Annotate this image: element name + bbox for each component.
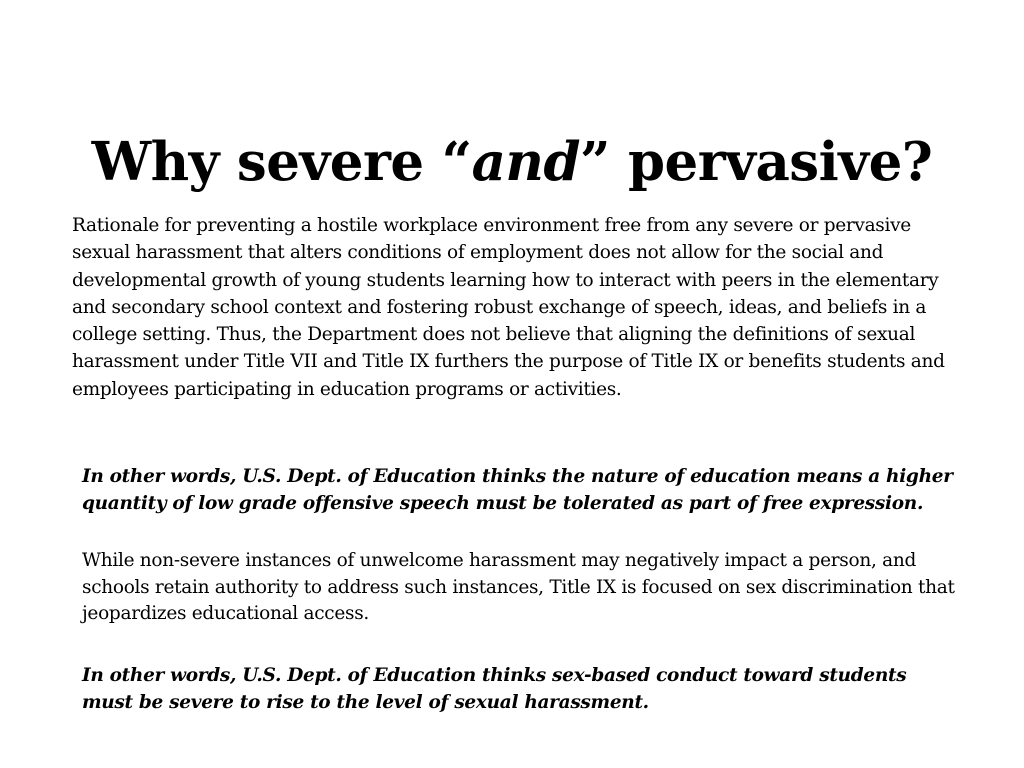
focus-paragraph: While non-severe instances of unwelcome harassment may negatively impact a person, and schools retain authority to address such instances, Title IX is focused on sex discrimination that jeopardizes educational access. (82, 550, 955, 624)
title-before: Why severe “ (91, 130, 472, 193)
title-after: ” pervasive? (580, 130, 933, 193)
title-italic-word: and (471, 130, 581, 193)
rationale-paragraph: Rationale for preventing a hostile workplace environment free from any severe or pervasive sexual harassment that alters conditions of employment does not allow for the social and developmental growth of young students learning how to interact with peers in the elementary and secondary school context and fostering robust exchange of speech, ideas, and beliefs in a college setting. Thus, the Department does not believe that aligning the definitions of sexual harassment under Title VII and Title IX furthers the purpose of Title IX or benefits students and employees participating in education programs or activities. (72, 215, 945, 400)
summary-paragraph-2: In other words, U.S. Dept. of Education thinks sex-based conduct toward students must be severe to rise to the level of sexual harassment. (82, 665, 907, 713)
summary-paragraph-1: In other words, U.S. Dept. of Education thinks the nature of education means a higher quantity of low grade offensive speech must be tolerated as part of free expression. (82, 466, 953, 514)
slide-title (0, 124, 1024, 200)
